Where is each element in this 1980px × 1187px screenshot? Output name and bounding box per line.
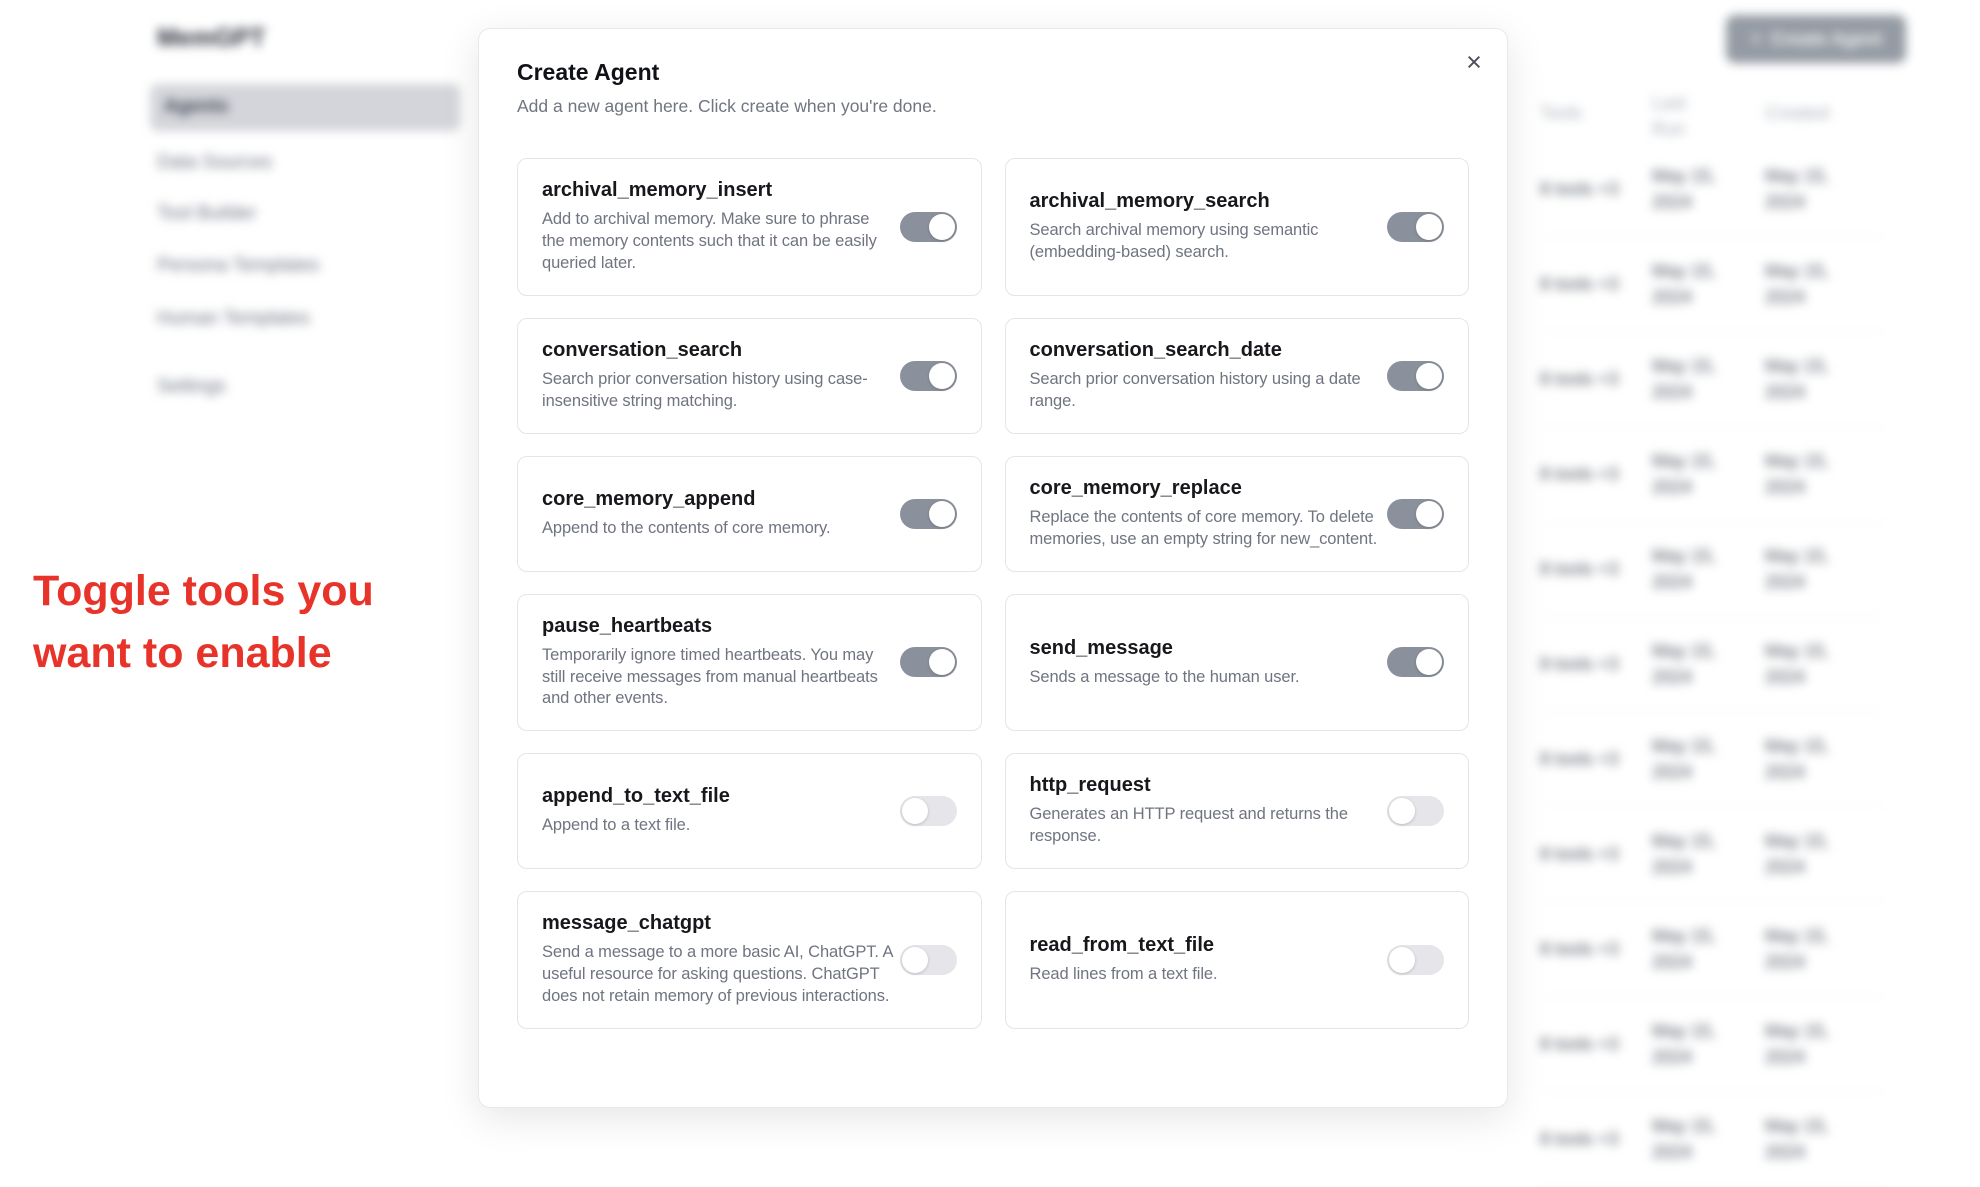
sidebar-item-tool-builder[interactable]: Tool Builder [157,203,257,224]
toggle-knob [1416,501,1442,527]
toggle-knob [902,947,928,973]
tool-grid [517,158,1469,1029]
dialog-title: Create Agent [517,59,660,85]
table-row: 8 tools +3 May 15, 2024 May 15, 2024 [1540,522,1885,617]
table-row: 8 tools +3 May 15, 2024 May 15, 2024 [1540,712,1885,807]
tool-name: send_message [1029,636,1173,659]
sidebar [0,0,470,1050]
sidebar-item-agents[interactable] [150,84,460,131]
toggle-http-request[interactable] [1387,796,1444,826]
tool-card-read-from-text-file [1005,891,1470,1029]
column-header-created: Created [1765,103,1830,123]
tool-name: core_memory_append [542,487,756,510]
toggle-knob [1416,649,1442,675]
tool-description: Search prior conversation history using a date range. [1029,369,1361,410]
toggle-pause-heartbeats[interactable] [900,647,957,677]
column-header-last-run: Last Run [1652,93,1687,140]
toggle-core-memory-replace[interactable] [1387,499,1444,529]
table-row: 8 tools +3 May 15, 2024 May 15, 2024 [1540,427,1885,522]
tool-name: conversation_search [542,338,743,361]
tool-description: Append to the contents of core memory. [542,518,831,537]
toggle-archival-memory-search[interactable] [1387,212,1444,242]
tool-name: archival_memory_search [1029,189,1270,212]
toggle-knob [1416,363,1442,389]
close-button[interactable] [1457,45,1491,79]
tool-description: Send a message to a more basic AI, ChatGPT. A useful resource for asking questions. ChatGPT does not retain memory of previous interactions. [542,943,893,1006]
tool-description: Replace the contents of core memory. To delete memories, use an empty string for new_content. [1029,507,1378,548]
sidebar-item-persona-templates[interactable]: Persona Templates [157,255,320,276]
toggle-knob [929,214,955,240]
toggle-knob [929,501,955,527]
annotation-text: Toggle tools you want to enable [33,567,374,678]
table-row: 8 tools +3 May 15, 2024 May 15, 2024 [1540,997,1885,1092]
toggle-knob [1416,214,1442,240]
tool-card-pause-heartbeats [517,594,982,732]
tool-description: Search archival memory using semantic (embedding-based) search. [1029,220,1319,261]
tool-description: Sends a message to the human user. [1029,667,1300,686]
toggle-knob [1389,798,1415,824]
tool-card-message-chatgpt [517,891,982,1029]
sidebar-item-data-sources[interactable]: Data Sources [157,152,273,173]
tool-card-send-message [1005,594,1470,732]
table-row: 8 tools +3 May 15, 2024 May 15, 2024 [1540,237,1885,332]
tool-card-conversation-search-date [1005,318,1470,434]
tool-description: Temporarily ignore timed heartbeats. You may still receive messages from manual heartbeats and other events. [542,645,878,708]
tool-description: Append to a text file. [542,816,691,835]
tool-card-core-memory-append [517,456,982,572]
tool-description: Search prior conversation history using case-insensitive string matching. [542,369,868,410]
tool-card-archival-memory-search [1005,158,1470,296]
tool-card-conversation-search [517,318,982,434]
table-row: 8 tools +3 May 15, 2024 May 15, 2024 [1540,1092,1885,1187]
toggle-conversation-search-date[interactable] [1387,361,1444,391]
close-icon: × [1466,47,1482,77]
toggle-knob [929,649,955,675]
toggle-knob [902,798,928,824]
create-agent-button-label: Create Agent [1770,28,1883,49]
tool-description: Read lines from a text file. [1029,965,1218,984]
table-body [1540,142,1885,1187]
toggle-archival-memory-insert[interactable] [900,212,957,242]
toggle-conversation-search[interactable] [900,361,957,391]
toggle-send-message[interactable] [1387,647,1444,677]
create-agent-dialog [478,28,1508,1108]
sidebar-item-settings[interactable]: Settings [157,376,226,397]
tool-name: core_memory_replace [1029,476,1242,499]
app-logo: MemGPT [157,24,266,52]
toggle-knob [929,363,955,389]
table-row: 8 tools +3 May 15, 2024 May 15, 2024 [1540,142,1885,237]
table-row: 8 tools +3 May 15, 2024 May 15, 2024 [1540,332,1885,427]
tool-name: conversation_search_date [1029,338,1282,361]
table-row: 8 tools +3 May 15, 2024 May 15, 2024 [1540,617,1885,712]
table-header [1540,95,1885,142]
sidebar-item-human-templates[interactable]: Human Templates [157,308,310,329]
toggle-core-memory-append[interactable] [900,499,957,529]
create-agent-button[interactable] [1726,15,1906,63]
tool-name: read_from_text_file [1029,934,1215,957]
tool-card-http-request [1005,753,1470,869]
tool-name: http_request [1029,774,1151,797]
toggle-knob [1389,947,1415,973]
tool-name: archival_memory_insert [542,179,773,201]
tool-description: Add to archival memory. Make sure to phrase the memory contents such that it can be easily queried later. [542,210,877,272]
dialog-subtitle: Add a new agent here. Click create when you're done. [517,96,937,116]
tool-name: message_chatgpt [542,912,711,935]
table-row: 8 tools +3 May 15, 2024 May 15, 2024 [1540,807,1885,902]
toggle-append-to-text-file[interactable] [900,796,957,826]
column-header-tools: Tools [1540,103,1583,123]
tool-card-core-memory-replace [1005,456,1470,572]
tool-card-append-to-text-file [517,753,982,869]
agents-table [1540,95,1885,1187]
table-row: 8 tools +3 May 15, 2024 May 15, 2024 [1540,902,1885,997]
plus-icon: + [1749,26,1763,51]
tool-name: pause_heartbeats [542,614,713,637]
tool-description: Generates an HTTP request and returns the response. [1029,805,1348,846]
toggle-message-chatgpt[interactable] [900,945,957,975]
tool-name: append_to_text_file [542,785,730,808]
toggle-read-from-text-file[interactable] [1387,945,1444,975]
tool-card-archival-memory-insert [517,158,982,296]
sidebar-item-label: Agents [164,96,229,117]
